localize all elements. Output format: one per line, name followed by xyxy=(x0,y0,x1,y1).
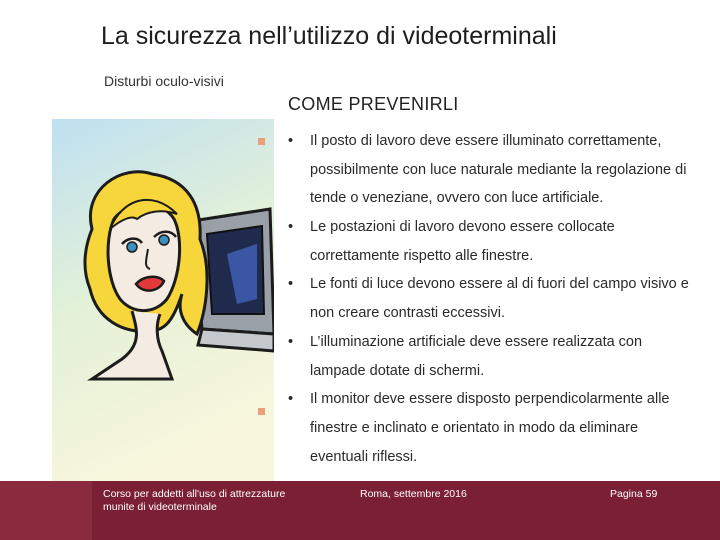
slide-subtitle: Disturbi oculo-visivi xyxy=(104,73,224,89)
footer-page-number: Pagina 59 xyxy=(610,488,658,500)
footer-course-title: Corso per addetti all'uso di attrezzature munite di videoterminale xyxy=(103,488,286,513)
list-item xyxy=(288,385,720,414)
list-item-text: tende o veneziane, ovvero con luce artificiale. xyxy=(310,190,604,207)
bullet-dot-icon: • xyxy=(288,219,294,236)
bullet-dot-icon: • xyxy=(288,276,294,293)
list-item-text: Le fonti di luce devono essere al di fuori del campo visivo e xyxy=(310,276,689,293)
bullet-dot-icon: • xyxy=(288,133,294,149)
square-bullet-icon xyxy=(258,138,265,145)
list-item-text: Il monitor deve essere disposto perpendicolarmente alle xyxy=(310,391,670,408)
bullet-dot-icon: • xyxy=(288,333,294,350)
list-item xyxy=(288,127,720,156)
list-item xyxy=(288,156,720,185)
square-bullet-icon xyxy=(258,408,265,415)
footer-bar xyxy=(0,481,720,540)
bullet-list xyxy=(288,127,720,471)
footer-accent-strip xyxy=(0,481,92,540)
list-item-text: possibilmente con luce naturale mediante la regolazione di xyxy=(310,161,687,178)
list-item-text: non creare contrasti eccessivi. xyxy=(310,305,506,322)
list-item-text: correttamente rispetto alle finestre. xyxy=(310,247,534,264)
list-item xyxy=(288,328,720,357)
list-item-text: Le postazioni di lavoro devono essere collocate xyxy=(310,219,615,236)
list-item-text: L’illuminazione artificiale deve essere realizzata con xyxy=(310,333,643,350)
list-item-text: lampade dotate di schermi. xyxy=(310,362,485,379)
footer-place-date: Roma, settembre 2016 xyxy=(360,488,467,500)
list-item xyxy=(288,414,720,443)
slide-title: La sicurezza nell’utilizzo di videoterminali xyxy=(101,22,557,50)
bullet-dot-icon: • xyxy=(288,391,294,408)
woman-at-monitor-clipart xyxy=(52,119,274,481)
list-item xyxy=(288,357,720,386)
list-item xyxy=(288,270,720,299)
list-item-text: finestre e inclinato e orientato in modo da eliminare xyxy=(310,419,639,436)
list-item xyxy=(288,443,720,472)
list-item xyxy=(288,213,720,242)
list-item-text: Il posto di lavoro deve essere illuminato correttamente, xyxy=(310,133,662,149)
list-item xyxy=(288,184,720,213)
list-item-text: eventuali riflessi. xyxy=(310,448,418,465)
section-heading: COME PREVENIRLI xyxy=(288,94,459,114)
list-item xyxy=(288,299,720,328)
list-item xyxy=(288,242,720,271)
